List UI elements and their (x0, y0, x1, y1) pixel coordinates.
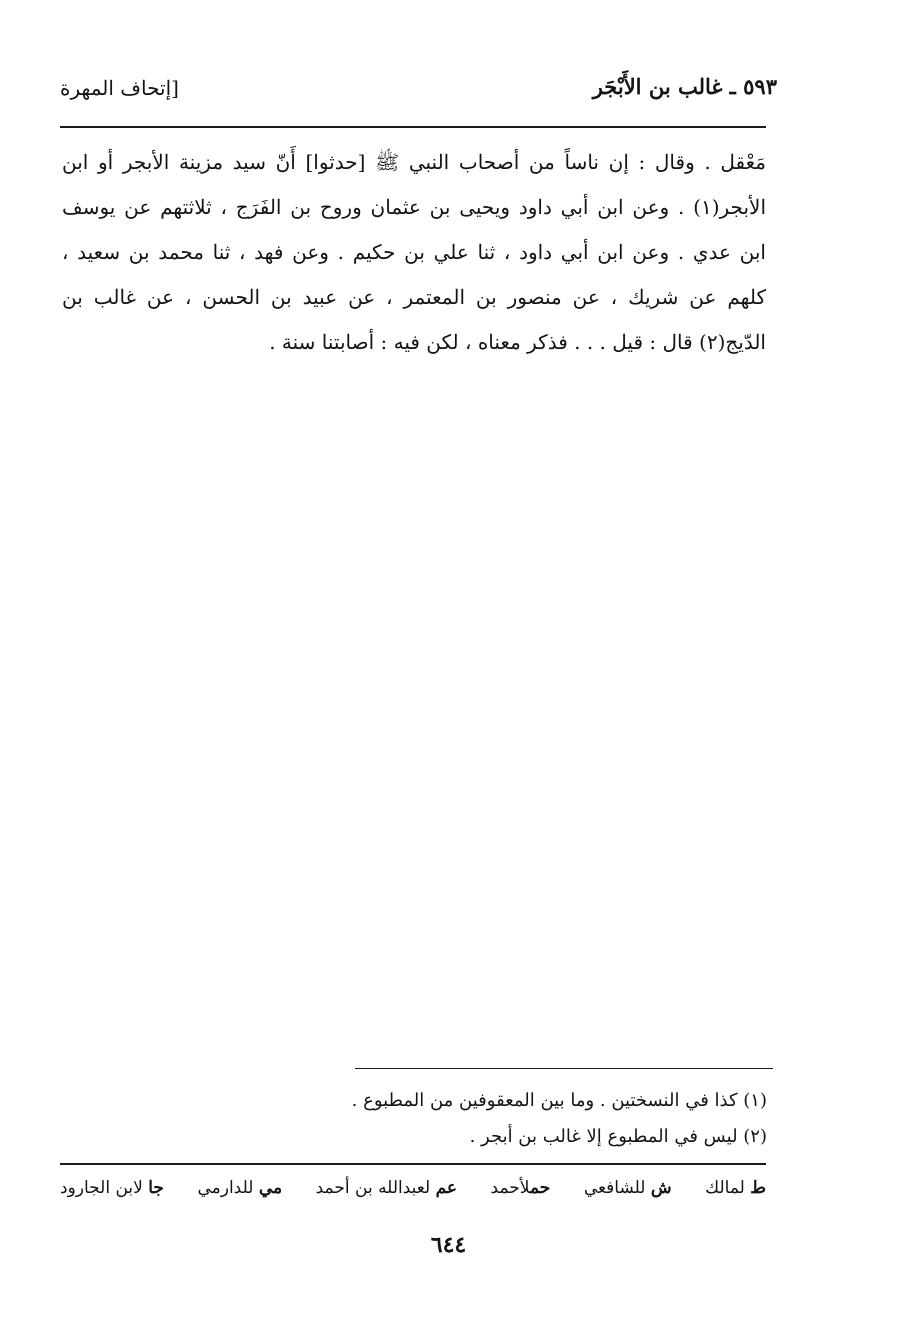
footnote-divider (355, 1068, 773, 1069)
legend-abbr: مي (258, 1178, 283, 1198)
page-header-book: [إتحاف المهرة (60, 76, 179, 100)
page-header-title: ٥٩٣ ـ غالب بن الأَبْجَر (592, 74, 777, 99)
legend-item (705, 1178, 766, 1198)
text-line: الدّيج(٢) قال : قيل . . . فذكر معناه ، لكن فيه : أصابتنا سنة . (269, 330, 766, 354)
page-number: ٦٤٤ (430, 1232, 467, 1258)
text-line: كلهم عن شريك ، عن منصور بن المعتمر ، عن عبيد بن الحسن ، عن غالب بن (62, 285, 766, 309)
legend-item (491, 1178, 551, 1198)
footnote: (١) كذا في النسختين . وما بين المعقوفين من المطبوع . (351, 1090, 767, 1111)
legend-desc: لمالك (705, 1178, 745, 1198)
text-line: الأبجر(١) . وعن ابن أبي داود ويحيى بن عثمان وروح بن الفَرَج ، ثلاثتهم عن يوسف (62, 195, 766, 219)
footnotes (127, 1083, 767, 1155)
footnote: (٢) ليس في المطبوع إلا غالب بن أبجر . (469, 1126, 767, 1147)
header-divider (60, 126, 766, 128)
legend-item (60, 1178, 164, 1198)
text-line: مَعْقل . وقال : إن ناساً من أصحاب النبي ﷺ [حدثوا] أَنّ سيد مزينة الأبجر أو ابن (62, 150, 766, 174)
text-line: ابن عدي . وعن ابن أبي داود ، ثنا علي بن حكيم . وعن فهد ، ثنا محمد بن سعيد ، (62, 240, 766, 264)
legend-abbr: ش (650, 1178, 672, 1198)
legend-desc: للدارمي (197, 1178, 254, 1198)
legend-divider (60, 1163, 766, 1165)
legend-abbr: جا (148, 1178, 164, 1198)
legend-desc: لعبدالله بن أحمد (315, 1178, 431, 1198)
legend-item (197, 1178, 282, 1198)
legend-item (316, 1178, 457, 1198)
abbreviation-legend (60, 1178, 766, 1198)
legend-desc: للشافعي (583, 1178, 646, 1198)
legend-abbr: عم (435, 1178, 458, 1198)
main-text (62, 140, 766, 365)
legend-desc: لأحمد (490, 1178, 530, 1198)
legend-abbr: حم (529, 1178, 551, 1198)
legend-item (584, 1178, 672, 1198)
legend-desc: لابن الجارود (60, 1178, 143, 1198)
legend-abbr: ط (750, 1178, 766, 1198)
